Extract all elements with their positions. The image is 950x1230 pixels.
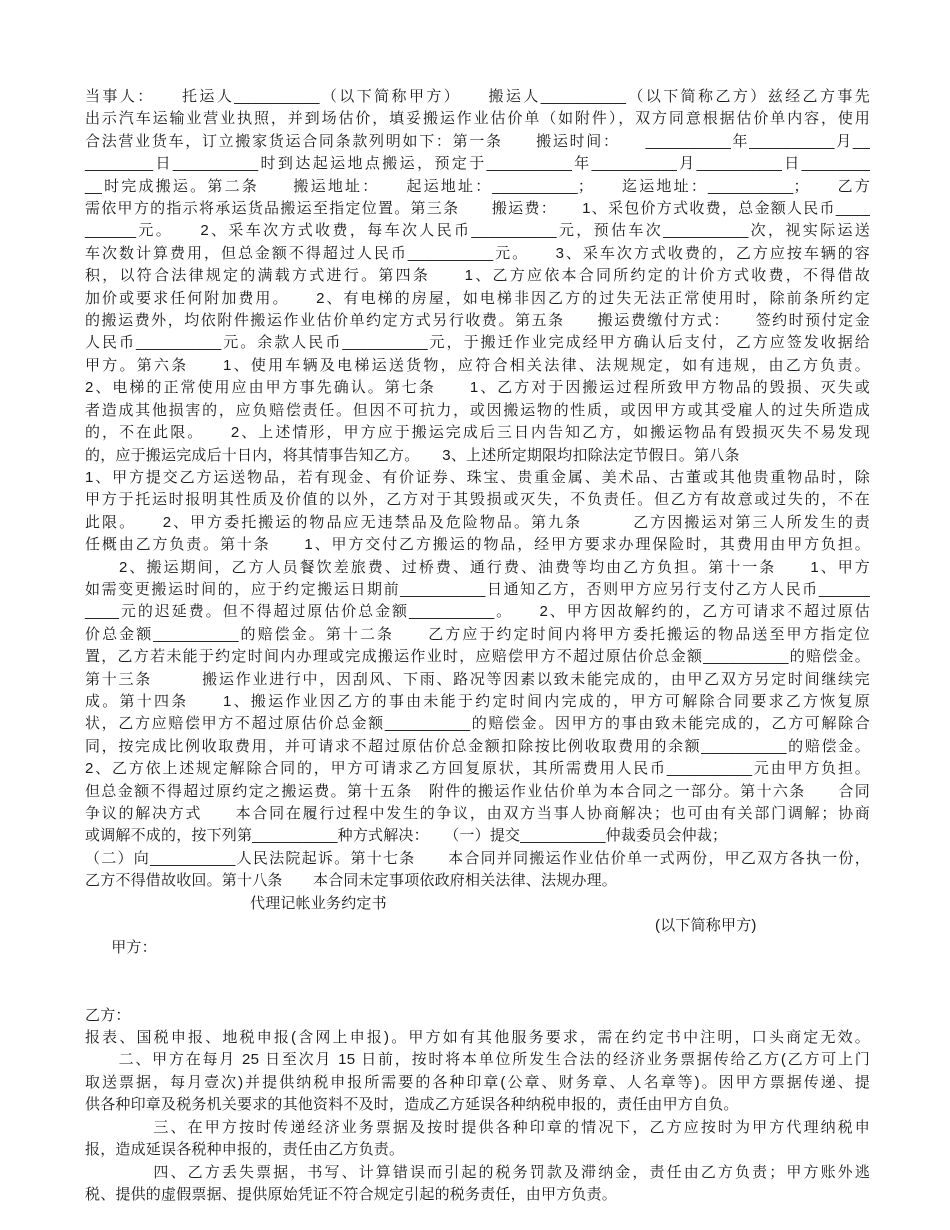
text-line: 三、在甲方按时传递经济业务票据及按时提供各种印章的情况下，乙方应按时为甲方代理纳税申 — [85, 1118, 870, 1136]
text-line: 加价或要求任何附加费用。 2、有电梯的房屋，如电梯非因乙方的过失无法正常使用时，除前条所约定 — [85, 289, 870, 307]
text-line: 当事人： 托运人__________（以下简称甲方） 搬运人__________（以下简称乙方）兹经乙方事先 — [85, 88, 870, 105]
text-line: 积，以符合法律规定的满载方式进行。第四条 1、乙方应依本合同所约定的计价方式收费，不得借故 — [85, 267, 870, 285]
party-b-line: 乙方： — [85, 1006, 131, 1024]
moving-contract-body — [85, 86, 870, 893]
text-line: 税、提供的虚假票据、提供原始凭证不符合规定引起的税务责任，由甲方负责。 — [85, 1185, 618, 1203]
text-line: 甲方。第六条 1、使用车辆及电梯运送货物，应符合相关法律、法规规定，如有违规，由乙方负责。 — [85, 356, 870, 374]
text-line: 的，不在此限。 2、上述情形，甲方应于搬运完成后三日内告知乙方，如搬运物品有毁损灭失不易发现 — [85, 424, 870, 442]
text-line: 第十三条 搬运作业进行中，因刮风、下雨、路况等因素以致未能完成的，由甲乙双方另定时间继续完 — [85, 670, 870, 688]
text-line: __时完成搬运。第二条 搬运地址： 起运地址：__________； 迄运地址：__________； 乙方 — [85, 177, 870, 195]
text-line: 任概由乙方负责。第十条 1、甲方交付乙方搬运的物品，经甲方要求办理保险时，其费用由甲方负担。 — [85, 536, 870, 554]
text-line: 者造成其他损害的，应负赔偿责任。但因不可抗力，或因搬运物的性质，或因甲方或其受雇人的过失所造成 — [85, 401, 870, 419]
bookkeeping-agreement — [85, 893, 870, 1207]
text-line: 乙方不得借故收回。第十八条 本合同未定事项依政府相关法律、法规办理。 — [85, 872, 618, 890]
agreement-body — [85, 1027, 870, 1206]
text-line: 报，造成延误各税种申报的，责任由乙方负责。 — [85, 1141, 405, 1159]
text-line: 的搬运费外，均依附件搬运作业估价单约定方式另行收费。第五条 搬运费缴付方式： 签约时预付定金 — [85, 312, 870, 330]
text-line: ______元。 2、采车次方式收费，每车次人民币__________元，预估车次__________次，视实际运送 — [85, 222, 870, 240]
text-line: 1、甲方提交乙方运送物品，若有现金、有价证券、珠宝、贵重金属、美术品、古董或其他贵重物品时，除 — [85, 468, 870, 486]
text-line: 甲方于托运时报明其性质及价值的以外，乙方对于其毁损或灭失，不负责任。但乙方有故意或过失的，不在 — [85, 491, 870, 509]
text-line: 2、乙方依上述规定解除合同的，甲方可请求乙方回复原状，其所需费用人民币__________元由甲方负担。 — [85, 760, 870, 778]
text-line: 二、甲方在每月 25 日至次月 15 日前，按时将本单位所发生合法的经济业务票据传给乙方(乙方可上门 — [85, 1051, 870, 1069]
text-line: 四、乙方丢失票据，书写、计算错误而引起的税务罚款及滞纳金，责任由乙方负责；甲方账外逃 — [85, 1163, 870, 1181]
text-line: 如需变更搬运时间的，应于约定搬运日期前__________日通知乙方，否则甲方应另行支付乙方人民币______ — [85, 580, 870, 598]
text-line: （二）向__________人民法院起诉。第十七条 本合同并同搬运作业估价单一式两份，甲乙双方各执一份， — [85, 849, 870, 867]
text-line: 2、电梯的正常使用应由甲方事先确认。第七条 1、乙方对于因搬运过程所致甲方物品的毁损、灭失或 — [85, 379, 870, 397]
text-line: 置，乙方若未能于约定时间内办理或完成搬运作业时，应赔偿甲方不超过原估价总金额__________的赔偿金。 — [85, 648, 870, 666]
text-line: 状，乙方应赔偿甲方不超过原估价总金额__________的赔偿金。因甲方的事由致未能完成的，乙方可解除合 — [85, 715, 870, 733]
text-line: 成。第十四条 1、搬运作业因乙方的事由未能于约定时间内完成的，甲方可解除合同要求乙方恢复原 — [85, 692, 870, 710]
text-line: 或调解不成的，按下列第__________种方式解决： （一）提交__________仲裁委员会仲裁； — [85, 827, 728, 845]
party-a-label: 甲方： — [111, 939, 157, 957]
text-line: 但总金额不得超过原约定之搬运费。第十五条 附件的搬运作业估价单为本合同之一部分。第十六条 合同 — [85, 782, 870, 800]
text-line: 价总金额__________的赔偿金。第十二条 乙方应于约定时间内将甲方委托搬运的物品送至甲方指定位 — [85, 625, 870, 643]
text-line: 同，按完成比例收取费用，并可请求不超过原估价总金额扣除按比例收取费用的余额__________的赔偿金。 — [85, 737, 870, 755]
text-line: 供各种印章及税务机关要求的其他资料不及时，造成乙方延误各种纳税申报的，责任由甲方自负。 — [85, 1096, 739, 1114]
text-line: 此限。 2、甲方委托搬运的物品应无违禁品及危险物品。第九条 乙方因搬运对第三人所发生的责 — [85, 513, 870, 531]
agreement-title: 代理记帐业务约定书 — [250, 894, 387, 912]
text-line: ____元的迟延费。但不得超过原估价总金额__________。 2、甲方因故解约的，乙方可请求不超过原估 — [85, 603, 870, 621]
text-line: 车次数计算费用，但总金额不得超过人民币__________元。 3、采车次方式收费的，乙方应按车辆的容 — [85, 244, 870, 262]
text-line: 争议的解决方式 本合同在履行过程中发生的争议，由双方当事人协商解决；也可由有关部门调解；协商 — [85, 805, 870, 822]
text-line: ________日__________时到达起运地点搬运，预定于__________年__________月__________日________ — [85, 155, 870, 173]
text-line: 出示汽车运输业营业执照，并到场估价，填妥搬运作业估价单（如附件），双方同意根据估价单内容，使用 — [85, 110, 870, 128]
text-line: 的，应于搬运完成后十日内，将其情事告知乙方。 3、上述所定期限均扣除法定节假日。第八条 — [85, 446, 740, 464]
text-line: 需依甲方的指示将承运货品搬运至指定位置。第三条 搬运费： 1、采包价方式收费，总金额人民币____ — [85, 200, 870, 218]
party-a-line — [85, 915, 870, 1005]
party-a-note: (以下简称甲方) — [655, 917, 757, 935]
text-line: 人民币__________元。余款人民币__________元，于搬迁作业完成经甲方确认后支付，乙方应签发收据给 — [85, 334, 870, 352]
text-line: 取送票据，每月壹次)并提供纳税申报所需要的各种印章(公章、财务章、人名章等)。因甲方票据传递、提 — [85, 1073, 870, 1091]
text-line: 2、搬运期间，乙方人员餐饮差旅费、过桥费、通行费、油费等均由乙方负担。第十一条 1、甲方 — [85, 558, 870, 576]
text-line: 合法营业货车，订立搬家货运合同条款列明如下：第一条 搬运时间： __________年__________月__ — [85, 132, 870, 150]
text-line: 报表、国税申报、地税申报(含网上申报)。甲方如有其他服务要求，需在约定书中注明，口头商定无效。 — [85, 1029, 870, 1047]
